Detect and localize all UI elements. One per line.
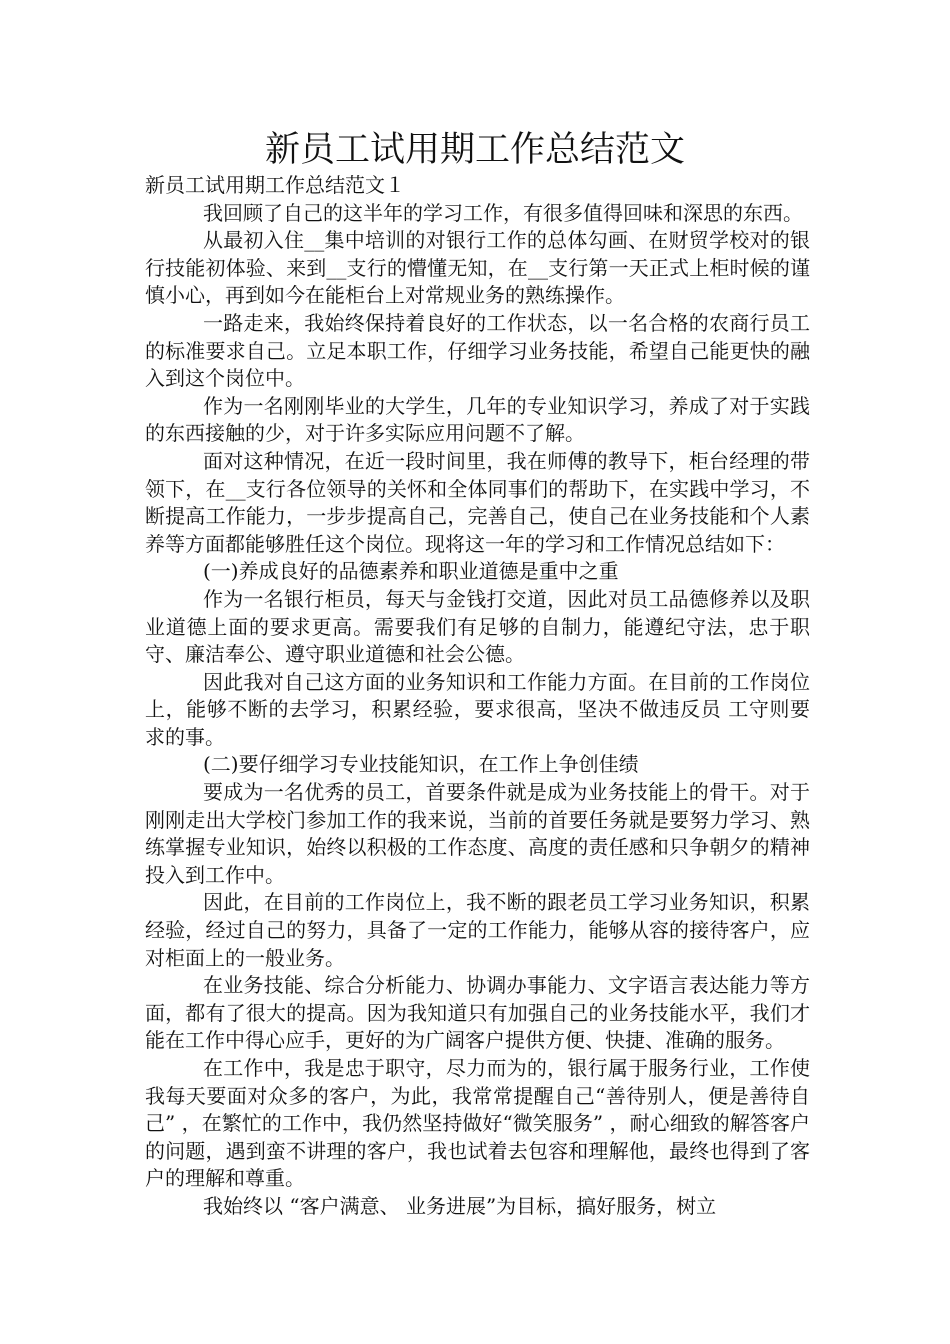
document-subtitle: 新员工试用期工作总结范文１ (145, 173, 405, 197)
paragraph: 从最初入住__集中培训的对银行工作的总体勾画、在财贸学校对的银行技能初体验、来到__支行的懵懂无知，在__支行第一天正式上柜时候的谨慎小心，再到如今在能柜台上对常规业务的熟练操作。 (145, 228, 810, 308)
paragraph: 在工作中，我是忠于职守，尽力而为的，银行属于服务行业，工作使我每天要面对众多的客户，为此，我常常提醒自己“善待别人，便是善待自己” ，在繁忙的工作中，我仍然坚持做好“微笑服务” ，耐心细致的解答客户的问题，遇到蛮不讲理的客户，我也试着去包容和理解他，最终也得到了客户的理解和尊重。 (145, 1056, 810, 1191)
paragraph: 要成为一名优秀的员工，首要条件就是成为业务技能上的骨干。对于刚刚走出大学校门参加工作的我来说，当前的首要任务就是要努力学习、熟练掌握专业知识，始终以积极的工作态度、高度的责任感和只争朝夕的精神投入到工作中。 (145, 780, 810, 887)
section-heading: (一)养成良好的品德素养和职业道德是重中之重 (203, 559, 619, 584)
paragraph: 我始终以 “客户满意、 业务进展”为目标，搞好服务，树立 (203, 1193, 717, 1218)
paragraph: 因此我对自己这方面的业务知识和工作能力方面。在目前的工作岗位上，能够不断的去学习，积累经验，要求很高，坚决不做违反员 工守则要求的事。 (145, 669, 810, 749)
document-title: 新员工试用期工作总结范文 (264, 130, 685, 170)
document-body (145, 172, 810, 1221)
section-heading: (二)要仔细学习专业技能知识，在工作上争创佳绩 (203, 752, 639, 777)
paragraph: 我回顾了自己的这半年的学习工作，有很多值得回味和深思的东西。 (203, 200, 803, 225)
paragraph: 面对这种情况，在近一段时间里，我在师傅的教导下，柜台经理的带领下，在__支行各位领导的关怀和全体同事们的帮助下，在实践中学习，不断提高工作能力，一步步提高自己，完善自己，使自己在业务技能和个人素养等方面都能够胜任这个岗位。现将这一年的学习和工作情况总结如下： (145, 448, 810, 556)
paragraph: 因此，在目前的工作岗位上，我不断的跟老员工学习业务知识，积累经验，经过自己的努力，具备了一定的工作能力，能够从容的接待客户，应对柜面上的一般业务。 (145, 890, 810, 970)
paragraph: 一路走来，我始终保持着良好的工作状态，以一名合格的农商行员工的标准要求自己。立足本职工作，仔细学习业务技能，希望自己能更快的融入到这个岗位中。 (145, 310, 810, 391)
paragraph: 作为一名银行柜员，每天与金钱打交道，因此对员工品德修养以及职业道德上面的要求更高。需要我们有足够的自制力，能遵纪守法，忠于职守、廉洁奉公、遵守职业道德和社会公德。 (145, 586, 810, 667)
paragraph: 在业务技能、综合分析能力、协调办事能力、文字语言表达能力等方面，都有了很大的提高。因为我知道只有加强自己的业务技能水平，我们才能在工作中得心应手，更好的为广阔客户提供方便、快捷、准确的服务。 (145, 973, 810, 1053)
paragraph: 作为一名刚刚毕业的大学生，几年的专业知识学习，养成了对于实践的东西接触的少，对于许多实际应用问题不了解。 (145, 393, 810, 446)
